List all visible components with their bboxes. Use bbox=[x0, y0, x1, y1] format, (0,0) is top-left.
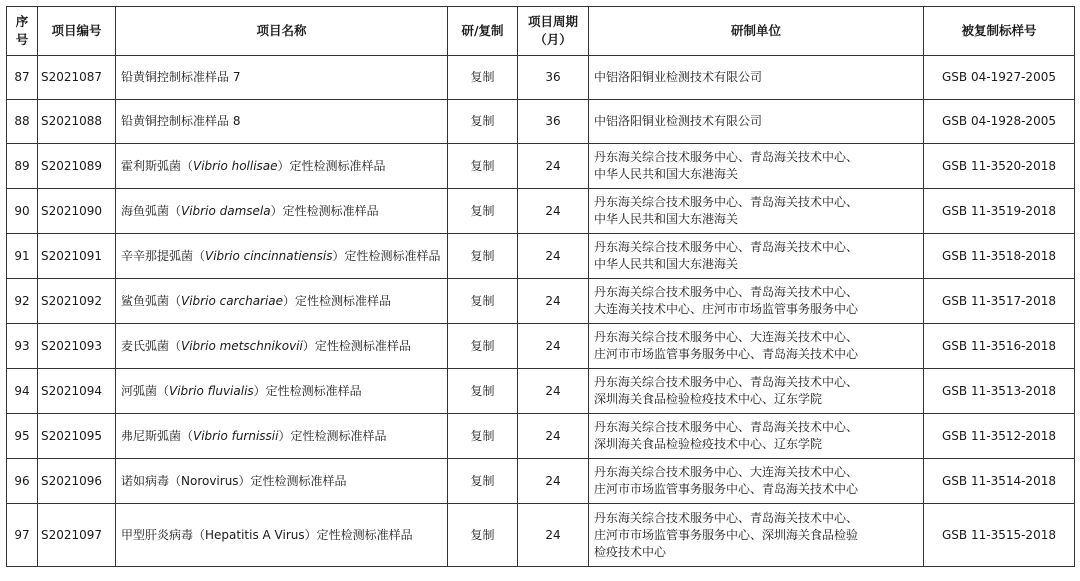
cell-unit bbox=[589, 414, 924, 459]
cell-name bbox=[116, 324, 448, 369]
unit-line: 中华人民共和国大东港海关 bbox=[594, 257, 739, 271]
cell-name bbox=[116, 144, 448, 189]
cell-type: 复制 bbox=[448, 100, 518, 144]
table-row bbox=[7, 459, 1075, 504]
cell-no: 91 bbox=[7, 234, 38, 279]
name-text: 铅黄铜控制标准样品 7 bbox=[121, 70, 241, 84]
name-text: 甲型肝炎病毒（Hepatitis A Virus）定性检测标准样品 bbox=[121, 527, 413, 542]
cell-unit bbox=[589, 369, 924, 414]
cell-name bbox=[116, 56, 448, 100]
table-row bbox=[7, 56, 1075, 100]
name-latin: Vibrio furnissii bbox=[193, 428, 279, 443]
name-text-suffix: ）定性检测标准样品 bbox=[283, 293, 392, 308]
cell-unit bbox=[589, 504, 924, 567]
cell-type: 复制 bbox=[448, 189, 518, 234]
cell-name bbox=[116, 369, 448, 414]
cell-period: 24 bbox=[518, 234, 589, 279]
unit-line: 丹东海关综合技术服务中心、青岛海关技术中心、 bbox=[594, 240, 859, 254]
cell-period: 24 bbox=[518, 324, 589, 369]
cell-ref: GSB 11-3515-2018 bbox=[924, 504, 1075, 567]
cell-ref: GSB 04-1928-2005 bbox=[924, 100, 1075, 144]
unit-line: 丹东海关综合技术服务中心、青岛海关技术中心、 bbox=[594, 285, 859, 299]
cell-type: 复制 bbox=[448, 279, 518, 324]
name-latin: Vibrio cincinnatiensis bbox=[205, 248, 333, 263]
name-latin: Vibrio fluvialis bbox=[169, 383, 254, 398]
cell-code: S2021089 bbox=[38, 144, 116, 189]
unit-line: 大连海关技术中心、庄河市市场监管事务服务中心 bbox=[594, 302, 859, 316]
cell-no: 95 bbox=[7, 414, 38, 459]
unit-line: 中华人民共和国大东港海关 bbox=[594, 212, 739, 226]
cell-code: S2021095 bbox=[38, 414, 116, 459]
header-unit: 研制单位 bbox=[589, 7, 924, 56]
cell-type: 复制 bbox=[448, 234, 518, 279]
unit-line: 中华人民共和国大东港海关 bbox=[594, 167, 739, 181]
header-no: 序 号 bbox=[7, 7, 38, 56]
name-text-suffix: ）定性检测标准样品 bbox=[277, 158, 386, 173]
cell-no: 87 bbox=[7, 56, 38, 100]
cell-unit bbox=[589, 234, 924, 279]
cell-unit bbox=[589, 189, 924, 234]
header-name: 项目名称 bbox=[116, 7, 448, 56]
header-period: 项目周期 （月） bbox=[518, 7, 589, 56]
name-latin: Vibrio carchariae bbox=[181, 293, 284, 308]
cell-period: 24 bbox=[518, 504, 589, 567]
cell-type: 复制 bbox=[448, 369, 518, 414]
cell-ref: GSB 11-3513-2018 bbox=[924, 369, 1075, 414]
name-text: 麦氏弧菌（ bbox=[121, 338, 182, 353]
cell-period: 24 bbox=[518, 189, 589, 234]
cell-period: 24 bbox=[518, 144, 589, 189]
cell-period: 36 bbox=[518, 100, 589, 144]
table-row bbox=[7, 234, 1075, 279]
name-latin: Vibrio metschnikovii bbox=[181, 338, 303, 353]
cell-name bbox=[116, 504, 448, 567]
unit-line: 丹东海关综合技术服务中心、青岛海关技术中心、 bbox=[594, 510, 859, 525]
cell-code: S2021092 bbox=[38, 279, 116, 324]
cell-period: 24 bbox=[518, 279, 589, 324]
cell-ref: GSB 11-3514-2018 bbox=[924, 459, 1075, 504]
cell-no: 97 bbox=[7, 504, 38, 567]
name-latin: Vibrio damsela bbox=[181, 203, 271, 218]
cell-no: 89 bbox=[7, 144, 38, 189]
header-row bbox=[7, 7, 1075, 56]
cell-name bbox=[116, 279, 448, 324]
unit-line: 丹东海关综合技术服务中心、大连海关技术中心、 bbox=[594, 330, 859, 344]
cell-code: S2021094 bbox=[38, 369, 116, 414]
cell-no: 92 bbox=[7, 279, 38, 324]
header-ref: 被复制标样号 bbox=[924, 7, 1075, 56]
table-row bbox=[7, 504, 1075, 567]
name-text: 铅黄铜控制标准样品 8 bbox=[121, 114, 241, 128]
cell-ref: GSB 11-3518-2018 bbox=[924, 234, 1075, 279]
cell-code: S2021097 bbox=[38, 504, 116, 567]
name-text: 诺如病毒（Norovirus）定性检测标准样品 bbox=[121, 473, 347, 488]
cell-period: 24 bbox=[518, 459, 589, 504]
name-text: 辛辛那提弧菌（ bbox=[121, 248, 206, 263]
cell-type: 复制 bbox=[448, 324, 518, 369]
cell-no: 96 bbox=[7, 459, 38, 504]
cell-unit bbox=[589, 100, 924, 144]
name-text-suffix: ）定性检测标准样品 bbox=[253, 383, 362, 398]
cell-name bbox=[116, 189, 448, 234]
name-text: 海鱼弧菌（ bbox=[121, 203, 182, 218]
header-code: 项目编号 bbox=[38, 7, 116, 56]
cell-no: 94 bbox=[7, 369, 38, 414]
unit-line: 中铝洛阳铜业检测技术有限公司 bbox=[594, 70, 763, 84]
table-row bbox=[7, 369, 1075, 414]
name-text-suffix: ）定性检测标准样品 bbox=[302, 338, 411, 353]
cell-period: 24 bbox=[518, 414, 589, 459]
cell-type: 复制 bbox=[448, 144, 518, 189]
cell-no: 88 bbox=[7, 100, 38, 144]
cell-code: S2021091 bbox=[38, 234, 116, 279]
name-text-suffix: ）定性检测标准样品 bbox=[278, 428, 387, 443]
cell-name bbox=[116, 459, 448, 504]
cell-type: 复制 bbox=[448, 56, 518, 100]
unit-line: 庄河市市场监管事务服务中心、青岛海关技术中心 bbox=[594, 482, 859, 496]
cell-unit bbox=[589, 144, 924, 189]
unit-line: 丹东海关综合技术服务中心、青岛海关技术中心、 bbox=[594, 150, 859, 164]
table-row bbox=[7, 144, 1075, 189]
unit-line: 深圳海关食品检验检疫技术中心、辽东学院 bbox=[594, 437, 823, 451]
cell-type: 复制 bbox=[448, 504, 518, 567]
table-row bbox=[7, 100, 1075, 144]
unit-line: 丹东海关综合技术服务中心、青岛海关技术中心、 bbox=[594, 195, 859, 209]
cell-type: 复制 bbox=[448, 459, 518, 504]
table-row bbox=[7, 414, 1075, 459]
cell-no: 90 bbox=[7, 189, 38, 234]
cell-ref: GSB 04-1927-2005 bbox=[924, 56, 1075, 100]
cell-code: S2021087 bbox=[38, 56, 116, 100]
name-latin: Vibrio hollisae bbox=[193, 158, 278, 173]
cell-type: 复制 bbox=[448, 414, 518, 459]
name-text: 河弧菌（ bbox=[121, 383, 170, 398]
cell-unit bbox=[589, 459, 924, 504]
cell-ref: GSB 11-3512-2018 bbox=[924, 414, 1075, 459]
unit-line: 丹东海关综合技术服务中心、青岛海关技术中心、 bbox=[594, 375, 859, 389]
cell-period: 24 bbox=[518, 369, 589, 414]
standards-table bbox=[6, 6, 1075, 567]
cell-ref: GSB 11-3520-2018 bbox=[924, 144, 1075, 189]
cell-unit bbox=[589, 279, 924, 324]
cell-code: S2021090 bbox=[38, 189, 116, 234]
name-text-suffix: ）定性检测标准样品 bbox=[332, 248, 441, 263]
cell-name bbox=[116, 414, 448, 459]
cell-code: S2021093 bbox=[38, 324, 116, 369]
table-row bbox=[7, 324, 1075, 369]
unit-line: 庄河市市场监管事务服务中心、深圳海关食品检验 bbox=[594, 527, 859, 542]
cell-ref: GSB 11-3517-2018 bbox=[924, 279, 1075, 324]
unit-line: 检疫技术中心 bbox=[594, 544, 667, 559]
cell-ref: GSB 11-3516-2018 bbox=[924, 324, 1075, 369]
cell-unit bbox=[589, 56, 924, 100]
name-text: 霍利斯弧菌（ bbox=[121, 158, 194, 173]
unit-line: 庄河市市场监管事务服务中心、青岛海关技术中心 bbox=[594, 347, 859, 361]
cell-no: 93 bbox=[7, 324, 38, 369]
cell-name bbox=[116, 234, 448, 279]
cell-ref: GSB 11-3519-2018 bbox=[924, 189, 1075, 234]
cell-period: 36 bbox=[518, 56, 589, 100]
header-type: 研/复制 bbox=[448, 7, 518, 56]
name-text: 弗尼斯弧菌（ bbox=[121, 428, 194, 443]
unit-line: 丹东海关综合技术服务中心、青岛海关技术中心、 bbox=[594, 420, 859, 434]
cell-name bbox=[116, 100, 448, 144]
table-row bbox=[7, 279, 1075, 324]
name-text: 鲨鱼弧菌（ bbox=[121, 293, 182, 308]
cell-unit bbox=[589, 324, 924, 369]
cell-code: S2021096 bbox=[38, 459, 116, 504]
table-row bbox=[7, 189, 1075, 234]
cell-code: S2021088 bbox=[38, 100, 116, 144]
unit-line: 深圳海关食品检验检疫技术中心、辽东学院 bbox=[594, 392, 823, 406]
unit-line: 中铝洛阳铜业检测技术有限公司 bbox=[594, 114, 763, 128]
name-text-suffix: ）定性检测标准样品 bbox=[270, 203, 379, 218]
unit-line: 丹东海关综合技术服务中心、大连海关技术中心、 bbox=[594, 465, 859, 479]
